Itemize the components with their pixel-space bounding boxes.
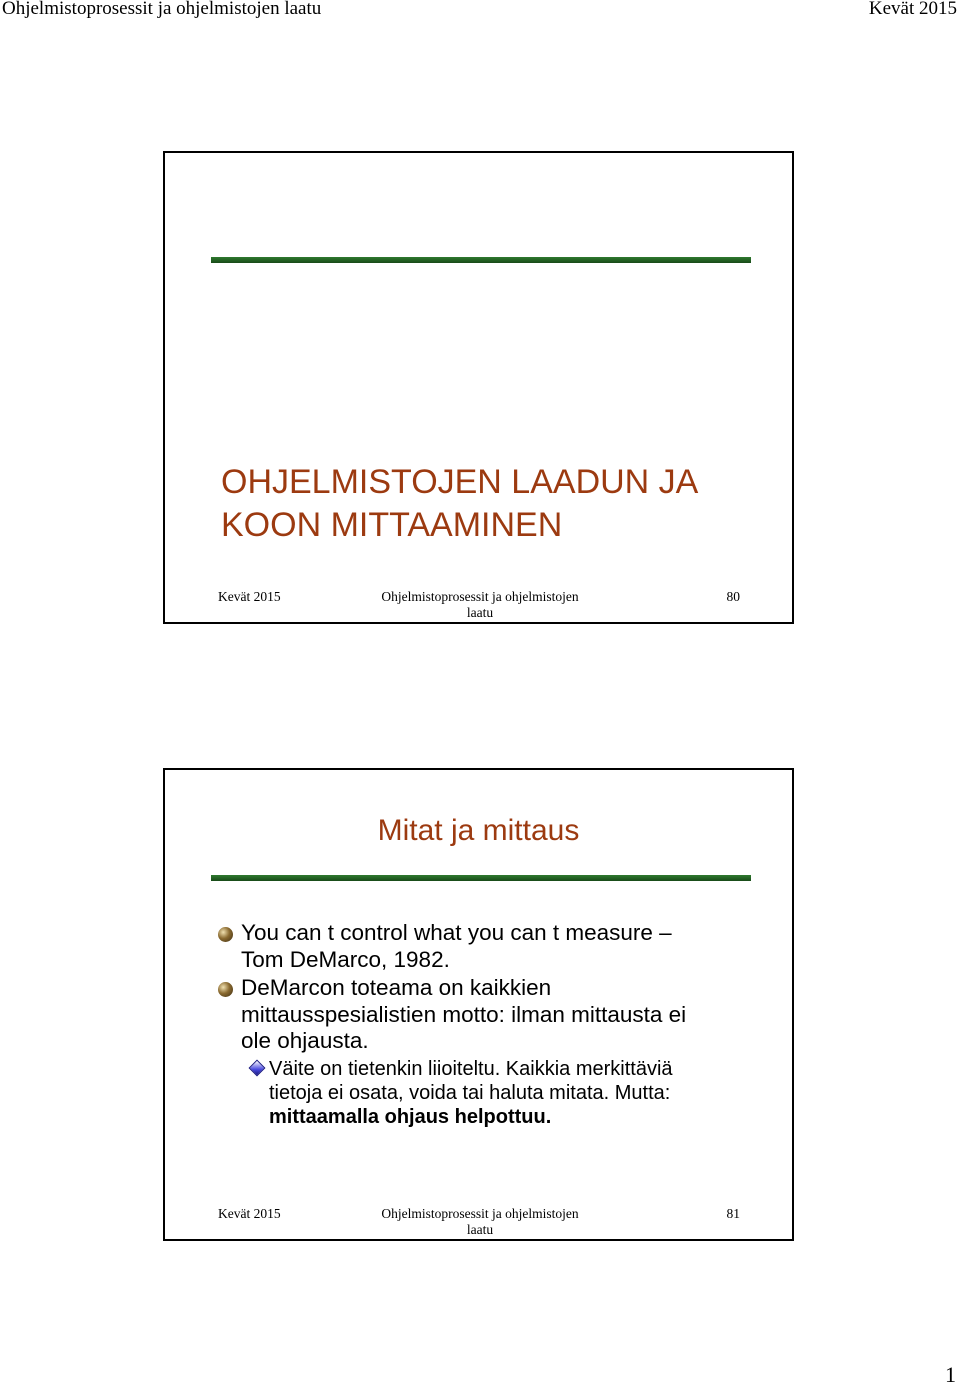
sub-bullet-item: [217, 1057, 757, 1129]
title-line-1: OHJELMISTOJEN LAADUN JA: [221, 463, 699, 501]
footer-term: Kevät 2015: [218, 589, 281, 604]
footer-course: [345, 1206, 615, 1238]
footer-course-line-1: Ohjelmistoprosessit ja ohjelmistojen: [381, 1206, 579, 1221]
slide-81: [163, 768, 794, 1241]
header-term: Kevät 2015: [868, 0, 957, 19]
bullet-text-line: You can t control what you can t measure –: [241, 920, 672, 945]
diamond-bullet-icon: [249, 1059, 266, 1076]
slide-number: 80: [726, 589, 740, 604]
sub-bullet-text-line: tietoja ei osata, voida tai haluta mitata. Mutta:: [269, 1081, 671, 1104]
sub-bullet-text-line: Väite on tietenkin liioiteltu. Kaikkia merkittäviä: [269, 1057, 673, 1080]
slide-number: 81: [726, 1206, 740, 1221]
title-divider: [211, 875, 751, 881]
slide-title: Mitat ja mittaus: [377, 814, 580, 847]
bullet-item: [217, 975, 757, 1055]
bullet-item: [217, 920, 757, 973]
slide-title: [221, 461, 761, 547]
slide-footer: [165, 1206, 792, 1240]
footer-course-line-1: Ohjelmistoprosessit ja ohjelmistojen: [381, 589, 579, 604]
bullet-ball-icon: [218, 927, 233, 942]
slide-footer: [165, 589, 792, 623]
bullet-text-line: DeMarcon toteama on kaikkien: [241, 975, 552, 1000]
bullet-text-line: Tom DeMarco, 1982.: [241, 946, 450, 972]
sub-bullet-emphasis: mittaamalla ohjaus helpottuu.: [269, 1105, 552, 1128]
footer-course-line-2: laatu: [466, 1222, 494, 1237]
slide-80: [163, 151, 794, 624]
title-line-2: KOON MITTAAMINEN: [221, 506, 563, 544]
bullet-list: [217, 920, 757, 1129]
title-divider: [211, 257, 751, 263]
bullet-ball-icon: [218, 982, 233, 997]
bullet-text-line: ole ohjausta.: [241, 1028, 369, 1053]
page-number: 1: [945, 1362, 956, 1387]
footer-term: Kevät 2015: [218, 1206, 281, 1221]
header-course-title: Ohjelmistoprosessit ja ohjelmistojen laatu: [2, 0, 322, 19]
footer-course-line-2: laatu: [466, 605, 494, 620]
page-header: [2, 0, 957, 24]
footer-course: [345, 589, 615, 621]
bullet-text-line: mittausspesialistien motto: ilman mittausta ei: [241, 1001, 687, 1027]
